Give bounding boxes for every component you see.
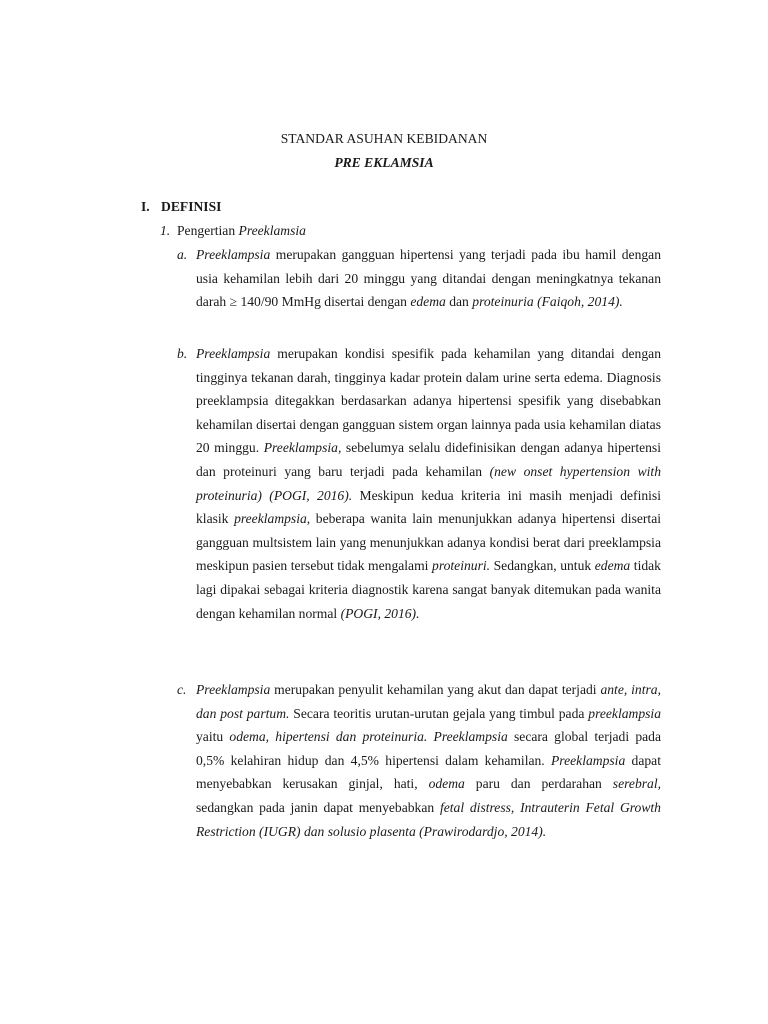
text-span: sebelumya selalu didefinisikan dengan adanya hipertensi dan proteinuri yang baru terjadi pada kehamilan — [196, 440, 662, 479]
text-span: dapat menyebabkan kerusakan ginjal, hati, — [196, 752, 661, 792]
item-text — [196, 342, 661, 625]
text-span: merupakan penyulit kehamilan yang akut dan dapat terjadi — [270, 682, 601, 697]
section-number: I. — [141, 199, 150, 214]
text-span: fetal distress, Intrauterin Fetal Growth Restriction (IUGR) dan solusio plasenta (Prawirodardjo, 2014). — [196, 799, 661, 839]
text-span: sedangkan pada janin dapat menyebabkan — [196, 799, 440, 815]
text-span: dan — [445, 294, 473, 310]
subsection-heading — [160, 221, 306, 241]
document-subtitle: PRE EKLAMSIA — [334, 155, 434, 170]
text-span: preeklampsia, — [234, 511, 311, 527]
text-span: Preeklampsia, — [263, 440, 342, 456]
text-span: Preeklampsia — [433, 729, 508, 745]
text-span: proteinuria (Faiqoh, 2014). — [472, 294, 623, 310]
text-span: Preeklampsia — [196, 682, 271, 697]
text-span: odema, hipertensi dan proteinuria. — [229, 729, 428, 745]
text-span: Preeklampsia — [196, 346, 271, 361]
section-heading — [141, 197, 221, 217]
text-span: edema — [594, 558, 631, 574]
text-span: Preeklampsia — [551, 752, 626, 768]
section-label: DEFINISI — [161, 199, 222, 214]
text-span: (new onset hypertension with proteinuria) (POGI, 2016). — [196, 463, 661, 503]
text-span: merupakan kondisi spesifik pada kehamilan yang ditandai dengan tingginya tekanan darah, tingginya kadar protein dalam urine serta edema. Diagnosis preeklampsia ditegakkan berdasarkan adanya hipertensi spesifik yang disebabkan kehamilan disertai dengan gangguan sistem organ lainnya pada usia kehamilan diatas 20 minggu. — [196, 346, 661, 456]
item-label: c. — [177, 682, 187, 697]
text-span: preeklampsia — [588, 705, 661, 721]
document-title: STANDAR ASUHAN KEBIDANAN — [280, 131, 488, 146]
text-span: Preeklampsia — [196, 247, 271, 262]
text-span: ante, intra, dan post partum. — [196, 682, 661, 721]
text-span: edema — [410, 294, 446, 310]
subsection-number: 1. — [160, 223, 171, 238]
text-span: odema — [428, 776, 465, 792]
text-span: proteinuri. — [432, 558, 491, 574]
text-span: beberapa wanita lain menunjukkan adanya hipertensi disertai gangguan multsistem lain yang menunjukkan adanya kondisi berat dari preeklampsia meskipun pasien tersebut tidak mengalami — [196, 511, 662, 574]
text-span: Secara teoritis urutan-urutan gejala yang timbul pada — [289, 705, 589, 721]
text-span: paru dan perdarahan — [464, 776, 613, 792]
text-span: Sedangkan, untuk — [490, 558, 595, 574]
item-text — [196, 678, 661, 843]
text-span: serebral, — [612, 776, 661, 792]
item-label: a. — [177, 247, 188, 262]
text-span: (POGI, 2016). — [340, 605, 420, 621]
text-span: merupakan gangguan hipertensi yang terjadi pada ibu hamil dengan usia kehamilan lebih dari 20 minggu yang ditandai dengan meningkatnya tekanan darah ≥ 140/90 MmHg disertai dengan — [196, 247, 661, 310]
subsection-label-italic: Preeklamsia — [238, 223, 306, 238]
text-span: Meskipun kedua kriteria ini masih menjadi definisi klasik — [196, 487, 661, 527]
text-span: tidak lagi dipakai sebagai kriteria diagnostik karena sangat banyak ditemukan pada wanita dengan kehamilan normal — [196, 558, 661, 621]
item-text — [196, 243, 661, 314]
item-label: b. — [177, 346, 188, 361]
definition-item-b — [177, 342, 661, 625]
text-span: yaitu — [196, 729, 230, 745]
definition-item-a — [177, 243, 661, 314]
text-span: secara global terjadi pada 0,5% kelahiran hidup dan 4,5% hipertensi dalam kehamilan. — [196, 729, 661, 768]
subsection-label: Pengertian — [177, 223, 239, 238]
definition-item-c — [177, 678, 661, 843]
